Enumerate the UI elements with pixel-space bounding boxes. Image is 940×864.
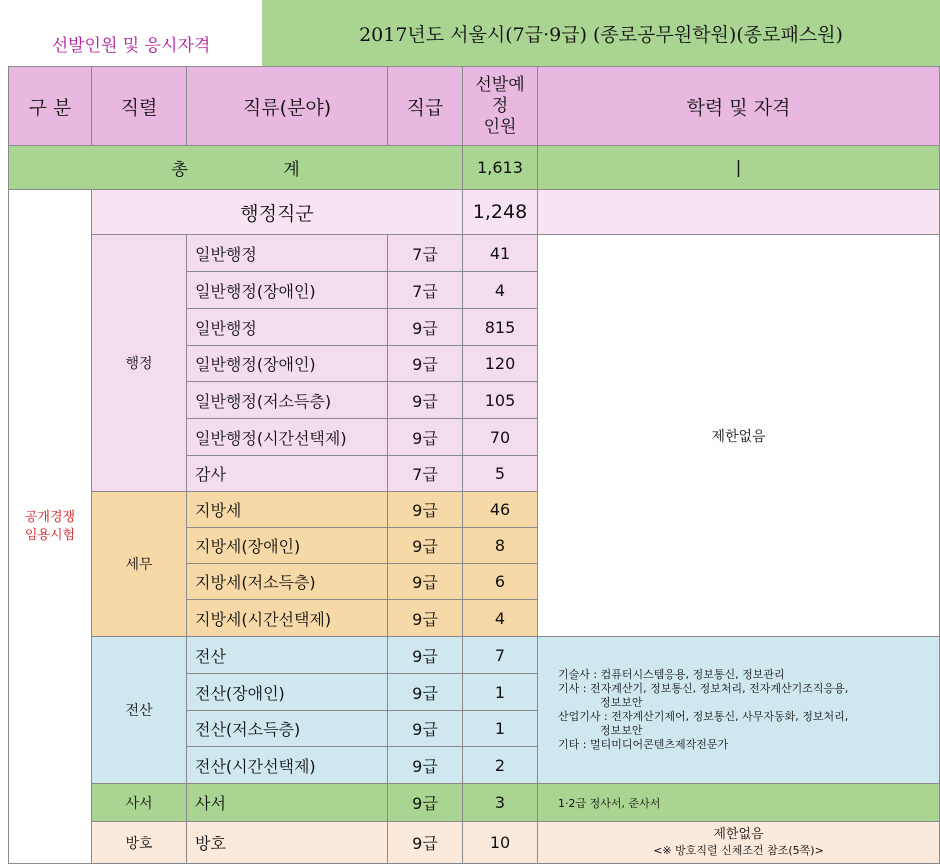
- table-row-count: 6: [462, 563, 538, 600]
- series-guard: 방호: [91, 821, 187, 864]
- table-row-grade: 9급: [387, 746, 463, 784]
- table-row-count: 3: [462, 783, 538, 822]
- table-row-count: 105: [462, 381, 538, 419]
- qualification-computing: [537, 636, 940, 784]
- header-planned-line2: 정: [491, 95, 509, 116]
- header-planned-line1: 선발예: [475, 74, 525, 95]
- qualification-guard: [537, 821, 940, 864]
- table-row-grade: 7급: [387, 455, 463, 492]
- table-row-count: 4: [462, 271, 538, 309]
- table-row-grade: 9급: [387, 710, 463, 747]
- table-row-field: 지방세(저소득층): [186, 563, 388, 600]
- table-row-field: 지방세(장애인): [186, 527, 388, 564]
- table-row-count: 41: [462, 234, 538, 272]
- qualification-computing-line: 정보보안: [600, 724, 643, 737]
- document-banner: 2017년도 서울시(7급·9급) (종로공무원학원)(종로패스원): [262, 0, 940, 66]
- table-row-field: 전산(시간선택제): [186, 746, 388, 784]
- header-category: 구 분: [8, 66, 92, 146]
- table-row-count: 2: [462, 746, 538, 784]
- table-row-field: 사서: [186, 783, 388, 822]
- table-row-count: 70: [462, 418, 538, 456]
- table-row-grade: 7급: [387, 271, 463, 309]
- series-computing: 전산: [91, 636, 187, 784]
- header-planned-count: [462, 66, 538, 146]
- table-row-count: 5: [462, 455, 538, 492]
- table-row-grade: 9급: [387, 563, 463, 600]
- table-row-grade: 9급: [387, 381, 463, 419]
- admin-group-count: 1,248: [462, 189, 538, 235]
- qualification-computing-line: 정보보안: [600, 696, 643, 709]
- exam-type: [8, 189, 92, 864]
- exam-type-line2: 임용시험: [24, 527, 76, 543]
- table-row-field: 일반행정: [186, 234, 388, 272]
- header-series: 직렬: [91, 66, 187, 146]
- table-row-count: 7: [462, 636, 538, 674]
- table-row-grade: 9급: [387, 418, 463, 456]
- header-grade: 직급: [387, 66, 463, 146]
- table-row-grade: 9급: [387, 821, 463, 864]
- table-row-grade: 9급: [387, 345, 463, 382]
- table-row-field: 일반행정(장애인): [186, 271, 388, 309]
- table-row-field: 지방세: [186, 491, 388, 528]
- admin-group-qualification: [537, 189, 940, 235]
- table-row-grade: 9급: [387, 308, 463, 346]
- table-row-grade: 9급: [387, 783, 463, 822]
- table-row-count: 10: [462, 821, 538, 864]
- table-row-grade: 9급: [387, 599, 463, 637]
- qualification-guard-line2: <※ 방호직렬 신체조건 참조(5쪽)>: [653, 843, 824, 857]
- table-row-grade: 9급: [387, 491, 463, 528]
- table-row-count: 1: [462, 710, 538, 747]
- header-qualification: 학력 및 자격: [537, 66, 940, 146]
- exam-type-line1: 공개경쟁: [24, 509, 76, 525]
- table-row-field: 일반행정(장애인): [186, 345, 388, 382]
- series-tax: 세무: [91, 491, 187, 637]
- total-qualification: |: [537, 145, 940, 190]
- total-label: 총 계: [8, 145, 463, 190]
- table-row-field: 일반행정(저소득층): [186, 381, 388, 419]
- header-field: 직류(분야): [186, 66, 388, 146]
- qualification-computing-line: 산업기사 : 전자계산기제어, 정보통신, 사무자동화, 정보처리,: [558, 710, 849, 723]
- table-row-field: 지방세(시간선택제): [186, 599, 388, 637]
- table-row-count: 4: [462, 599, 538, 637]
- qualification-computing-line: 기술사 : 컴퓨터시스템응용, 정보통신, 정보관리: [558, 668, 785, 681]
- header-planned-line3: 인원: [483, 116, 517, 137]
- table-row-count: 1: [462, 673, 538, 711]
- qualification-admin-tax: 제한없음: [537, 234, 940, 637]
- table-row-field: 감사: [186, 455, 388, 492]
- table-row-field: 전산(장애인): [186, 673, 388, 711]
- table-row-field: 방호: [186, 821, 388, 864]
- qualification-computing-line: 기사 : 전자계산기, 정보통신, 정보처리, 전자계산기조직응용,: [558, 682, 849, 695]
- table-row-grade: 9급: [387, 636, 463, 674]
- admin-group-label: 행정직군: [91, 189, 463, 235]
- table-row-field: 전산: [186, 636, 388, 674]
- table-row-grade: 7급: [387, 234, 463, 272]
- table-row-count: 8: [462, 527, 538, 564]
- series-librarian: 사서: [91, 783, 187, 822]
- qualification-computing-line: 기타 : 멀티미디어콘텐츠제작전문가: [558, 738, 729, 751]
- table-row-field: 일반행정: [186, 308, 388, 346]
- table-row-grade: 9급: [387, 673, 463, 711]
- series-admin: 행정: [91, 234, 187, 492]
- table-row-grade: 9급: [387, 527, 463, 564]
- qualification-guard-line1: 제한없음: [713, 826, 764, 842]
- table-row-field: 일반행정(시간선택제): [186, 418, 388, 456]
- section-title: 선발인원 및 응시자격: [0, 18, 262, 68]
- total-count: 1,613: [462, 145, 538, 190]
- table-row-field: 전산(저소득층): [186, 710, 388, 747]
- table-row-count: 120: [462, 345, 538, 382]
- qualification-librarian: 1·2급 정사서, 준사서: [537, 783, 940, 822]
- table-row-count: 815: [462, 308, 538, 346]
- table-row-count: 46: [462, 491, 538, 528]
